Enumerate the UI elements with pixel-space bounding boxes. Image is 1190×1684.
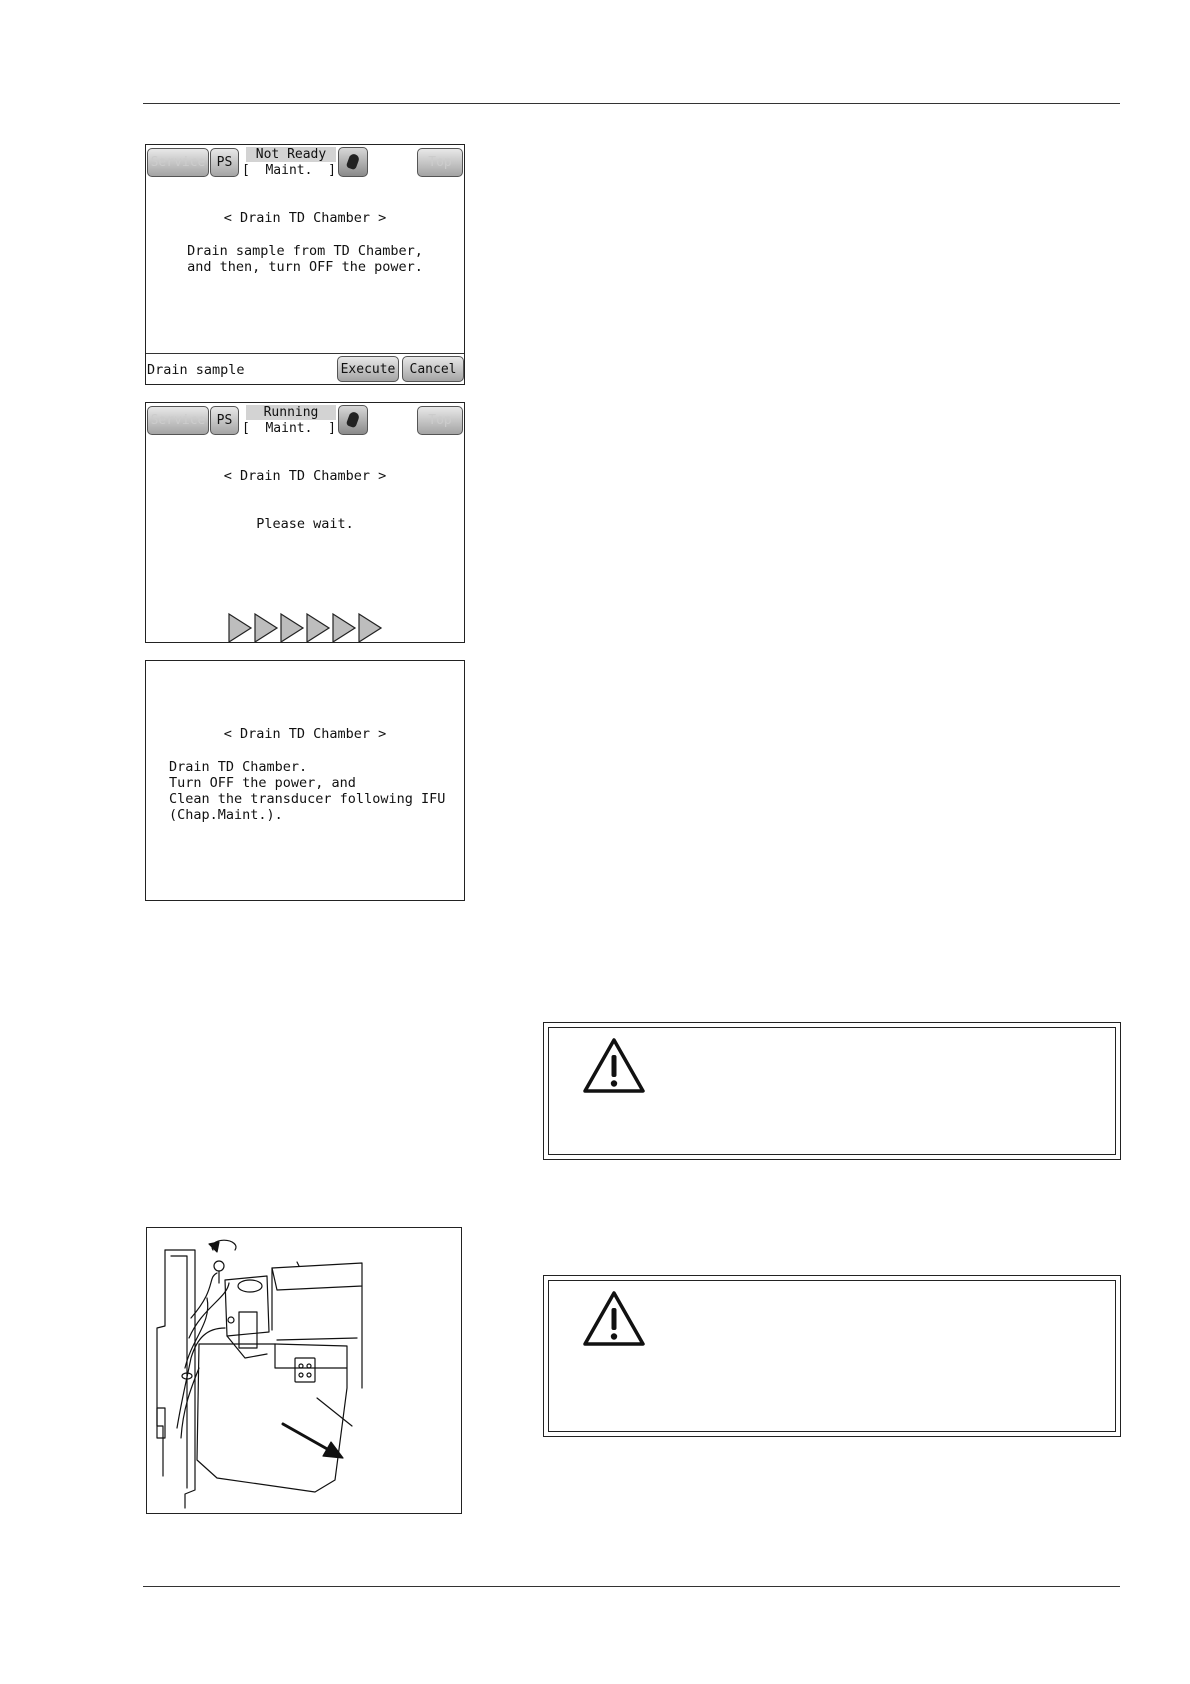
instruction-line: Clean the transducer following IFU bbox=[169, 791, 446, 807]
td-chamber-illustration bbox=[146, 1227, 462, 1514]
pull-arrow-icon bbox=[283, 1424, 343, 1458]
warning-triangle-icon bbox=[582, 1290, 646, 1348]
device-icon[interactable] bbox=[338, 147, 368, 177]
service-button[interactable]: Service bbox=[147, 406, 209, 435]
instruction-line: Turn OFF the power, and bbox=[169, 775, 356, 791]
screen-title: < Drain TD Chamber > bbox=[223, 468, 387, 484]
screen-title: < Drain TD Chamber > bbox=[223, 726, 387, 742]
caution-box bbox=[543, 1275, 1121, 1437]
message-line: and then, turn OFF the power. bbox=[187, 259, 423, 275]
rotate-arrow-icon bbox=[209, 1240, 236, 1252]
instruction-line: Drain TD Chamber. bbox=[169, 759, 308, 775]
screen-instructions bbox=[145, 660, 465, 901]
progress-indicator bbox=[227, 612, 387, 642]
message-line: Drain sample from TD Chamber, bbox=[187, 243, 423, 259]
status-text: Not Ready bbox=[246, 147, 336, 162]
execute-button[interactable]: Execute bbox=[337, 356, 399, 382]
progress-arrow-icon bbox=[229, 614, 251, 642]
service-button[interactable]: Service bbox=[147, 148, 209, 177]
progress-arrow-icon bbox=[255, 614, 277, 642]
progress-arrow-icon bbox=[333, 614, 355, 642]
caution-box-inner bbox=[548, 1280, 1116, 1432]
footer-label: Drain sample bbox=[147, 362, 245, 378]
caution-box-inner bbox=[548, 1027, 1116, 1155]
status-area bbox=[242, 405, 336, 437]
footer-bar bbox=[146, 353, 464, 384]
ps-button[interactable]: PS bbox=[210, 406, 239, 435]
top-button[interactable]: Top bbox=[417, 406, 463, 435]
progress-arrow-icon bbox=[307, 614, 329, 642]
top-button[interactable]: Top bbox=[417, 148, 463, 177]
mode-text: [ Maint. ] bbox=[242, 421, 336, 436]
progress-arrow-icon bbox=[281, 614, 303, 642]
status-text: Running bbox=[246, 405, 336, 420]
device-icon[interactable] bbox=[338, 405, 368, 435]
ps-button[interactable]: PS bbox=[210, 148, 239, 177]
warning-triangle-icon bbox=[582, 1037, 646, 1095]
screen-running bbox=[145, 402, 465, 643]
status-area bbox=[242, 147, 336, 179]
caution-box bbox=[543, 1022, 1121, 1160]
instruction-line: (Chap.Maint.). bbox=[169, 807, 283, 823]
wait-message: Please wait. bbox=[256, 516, 354, 532]
footer-rule bbox=[143, 1586, 1120, 1587]
mode-text: [ Maint. ] bbox=[242, 163, 336, 178]
header-rule bbox=[143, 103, 1120, 104]
screen-title: < Drain TD Chamber > bbox=[223, 210, 387, 226]
screen-not-ready bbox=[145, 144, 465, 385]
progress-arrow-icon bbox=[359, 614, 381, 642]
cancel-button[interactable]: Cancel bbox=[402, 356, 464, 382]
